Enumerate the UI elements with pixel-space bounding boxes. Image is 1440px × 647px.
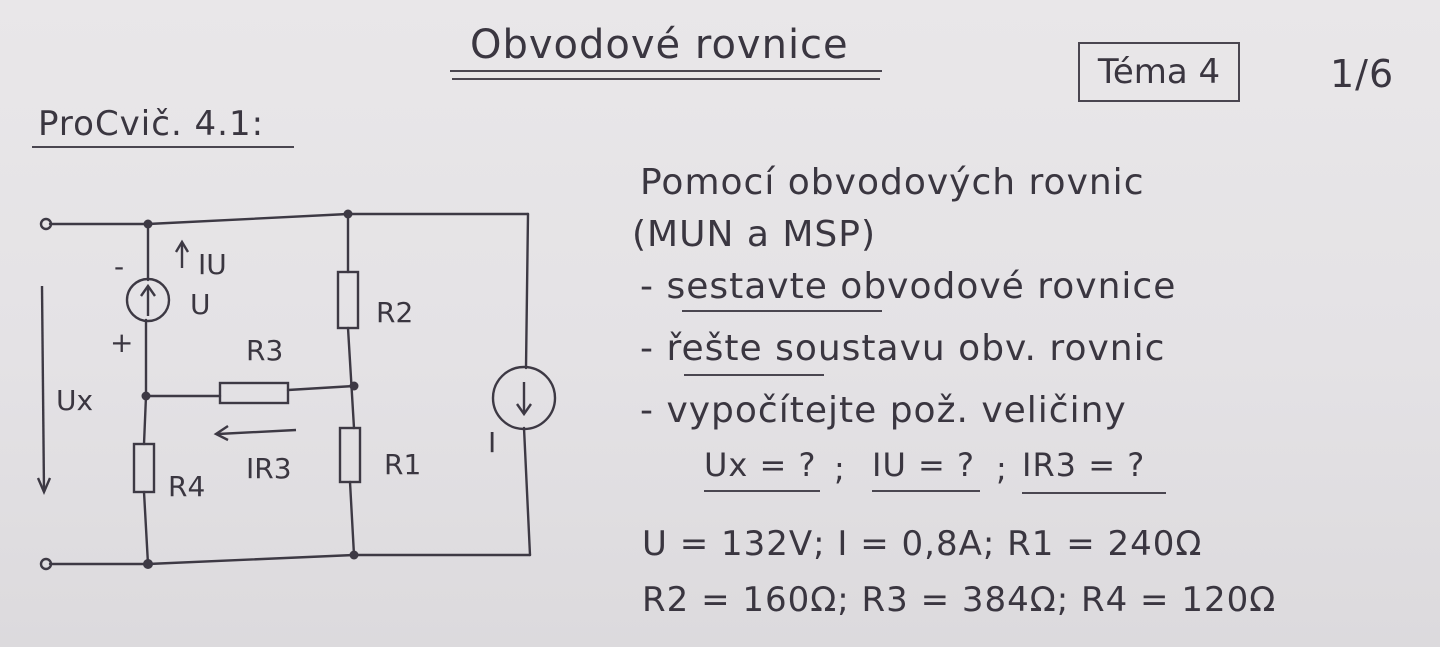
label-ux: Ux <box>56 384 94 417</box>
label-plus: + <box>110 326 134 359</box>
resistor-r2 <box>338 272 358 328</box>
wire-r4-top <box>144 396 146 444</box>
wire-r2-r1 <box>348 328 354 428</box>
task-item-prefix: - <box>640 266 667 307</box>
given-line-1: U = 132V; I = 0,8A; R1 = 240Ω <box>642 524 1203 564</box>
wire-right-bottom <box>524 428 530 555</box>
task-line-1: Pomocí obvodových rovnic <box>640 162 1145 203</box>
label-r4: R4 <box>168 470 206 503</box>
resistor-r1 <box>340 428 360 482</box>
circuit-diagram <box>0 0 620 647</box>
ir3-arrow <box>218 430 296 434</box>
task-line-2: (MUN a MSP) <box>632 214 876 255</box>
unknown-ux-underline <box>704 490 820 492</box>
label-ir3: IR3 <box>246 452 292 485</box>
wire-r1-bottom <box>350 482 354 555</box>
unknown-ir3-underline <box>1022 492 1166 494</box>
node-top-mid <box>344 210 353 219</box>
separator: ; <box>834 450 846 488</box>
unknown-ir3: IR3 = ? <box>1022 446 1146 484</box>
label-u: U <box>190 288 211 321</box>
task-item-emph: sestavte <box>666 266 828 307</box>
page-title: Obvodové rovnice <box>470 22 849 68</box>
task-item-compute <box>640 390 1127 431</box>
task-item-prefix: - <box>640 328 667 369</box>
ux-arrow <box>42 286 44 492</box>
wire-right-top <box>526 214 528 368</box>
node-bottom-mid <box>350 551 359 560</box>
resistor-r4 <box>134 444 154 492</box>
node-mid-left <box>142 392 151 401</box>
node-mid-right <box>350 382 359 391</box>
wire-r3-right <box>288 386 354 390</box>
label-r3: R3 <box>246 334 284 367</box>
resistor-r3 <box>220 383 288 403</box>
wire-bottom-mid <box>148 555 354 564</box>
page-number: 1/6 <box>1330 52 1395 96</box>
label-r2: R2 <box>376 296 414 329</box>
exercise-label: ProCvič. 4.1: <box>38 104 265 144</box>
task-item-solve <box>640 328 1165 369</box>
node-top-left <box>144 220 153 229</box>
task-item-prefix: - <box>640 390 667 431</box>
task-item-rest: obvodové rovnice <box>827 266 1177 307</box>
compose-underline <box>682 310 882 312</box>
given-line-2: R2 = 160Ω; R3 = 384Ω; R4 = 120Ω <box>642 580 1277 620</box>
node-bottom-left <box>143 559 153 569</box>
separator: ; <box>996 450 1008 488</box>
unknown-iu-underline <box>872 490 980 492</box>
wire-r4-bottom <box>144 492 148 564</box>
task-item-rest: vypočítejte pož. veličiny <box>666 390 1127 431</box>
label-iu: IU <box>198 248 227 281</box>
label-r1: R1 <box>384 448 422 481</box>
label-minus: - <box>114 250 125 283</box>
unknown-ux: Ux = ? <box>704 446 817 484</box>
topic-box: Téma 4 <box>1078 42 1240 102</box>
label-i: I <box>488 426 497 459</box>
wire-top-mid <box>148 214 348 224</box>
solve-underline <box>684 374 824 376</box>
task-item-rest: soustavu obv. rovnic <box>762 328 1166 369</box>
task-item-emph: řešte <box>666 328 763 369</box>
unknown-iu: IU = ? <box>872 446 975 484</box>
task-item-compose <box>640 266 1176 307</box>
